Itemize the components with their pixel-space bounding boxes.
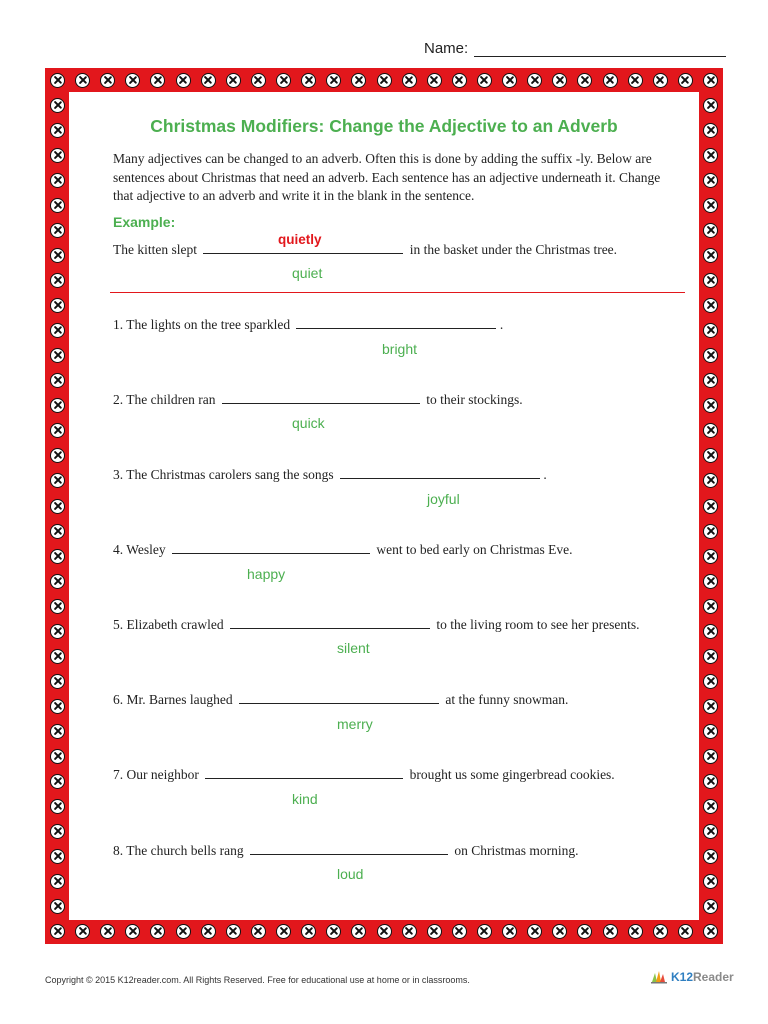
- question-text-after: on Christmas morning.: [454, 843, 579, 858]
- ornament-ball-icon: [50, 448, 65, 463]
- ornament-ball-icon: [50, 924, 65, 939]
- ornament-ball-icon: [703, 348, 718, 363]
- ornament-ball-icon: [678, 73, 693, 88]
- ornament-ball-icon: [100, 924, 115, 939]
- ornament-ball-icon: [703, 624, 718, 639]
- answer-blank[interactable]: [205, 767, 403, 779]
- ornament-ball-icon: [50, 73, 65, 88]
- ornament-ball-icon: [377, 73, 392, 88]
- ornament-ball-icon: [703, 248, 718, 263]
- ornament-ball-icon: [703, 298, 718, 313]
- divider-line: [110, 292, 685, 293]
- question-text: 5. Elizabeth crawled: [113, 617, 224, 632]
- ornament-ball-icon: [50, 649, 65, 664]
- ornament-ball-icon: [50, 799, 65, 814]
- ornament-ball-icon: [502, 924, 517, 939]
- ornament-ball-icon: [50, 749, 65, 764]
- ornament-ball-icon: [703, 98, 718, 113]
- ornament-ball-icon: [50, 173, 65, 188]
- ornament-ball-icon: [251, 73, 266, 88]
- ornament-ball-icon: [427, 73, 442, 88]
- ornament-ball-icon: [201, 73, 216, 88]
- logo-k12: K12: [671, 970, 694, 984]
- ornament-ball-icon: [603, 73, 618, 88]
- name-row: [424, 40, 726, 57]
- k12reader-logo[interactable]: [650, 970, 734, 984]
- ornament-ball-icon: [50, 549, 65, 564]
- ornament-ball-icon: [176, 73, 191, 88]
- ornament-ball-icon: [552, 924, 567, 939]
- ornament-ball-icon: [50, 599, 65, 614]
- ornament-ball-icon: [703, 599, 718, 614]
- name-label: Name:: [424, 40, 469, 57]
- question-text-after: to their stockings.: [426, 392, 523, 407]
- ornament-ball-icon: [351, 73, 366, 88]
- ornament-ball-icon: [703, 799, 718, 814]
- question-6: [113, 692, 568, 708]
- question-2: [113, 392, 523, 408]
- adjective-hint-2: quick: [292, 415, 325, 431]
- ornament-ball-icon: [50, 824, 65, 839]
- ornament-ball-icon: [50, 223, 65, 238]
- ornament-ball-icon: [628, 73, 643, 88]
- ornament-ball-icon: [703, 323, 718, 338]
- ornament-ball-icon: [377, 924, 392, 939]
- ornament-ball-icon: [50, 524, 65, 539]
- adjective-hint-1: bright: [382, 341, 418, 357]
- ornament-ball-icon: [251, 924, 266, 939]
- ornament-ball-icon: [703, 524, 718, 539]
- ornament-ball-icon: [703, 73, 718, 88]
- answer-blank[interactable]: [296, 317, 496, 329]
- ornament-ball-icon: [703, 699, 718, 714]
- ornament-ball-icon: [703, 373, 718, 388]
- ornament-ball-icon: [703, 724, 718, 739]
- answer-blank[interactable]: [239, 692, 439, 704]
- example-hint: quiet: [292, 265, 323, 281]
- ornament-ball-icon: [703, 473, 718, 488]
- adjective-hint-4: happy: [247, 566, 286, 582]
- question-text: 8. The church bells rang: [113, 843, 244, 858]
- ornament-ball-icon: [703, 223, 718, 238]
- question-text: 1. The lights on the tree sparkled: [113, 317, 291, 332]
- question-5: [113, 617, 640, 633]
- ornament-ball-icon: [477, 924, 492, 939]
- ornament-ball-icon: [703, 824, 718, 839]
- ornament-ball-icon: [125, 924, 140, 939]
- question-text-after: brought us some gingerbread cookies.: [409, 767, 615, 782]
- ornament-ball-icon: [577, 73, 592, 88]
- ornament-ball-icon: [603, 924, 618, 939]
- adjective-hint-3: joyful: [427, 491, 460, 507]
- question-text-after: .: [543, 467, 547, 482]
- answer-blank[interactable]: [340, 467, 540, 479]
- ornament-ball-icon: [226, 924, 241, 939]
- ornament-ball-icon: [50, 373, 65, 388]
- answer-blank[interactable]: [172, 542, 370, 554]
- example-label: Example:: [113, 214, 176, 230]
- ornament-ball-icon: [50, 724, 65, 739]
- ornament-ball-icon: [201, 924, 216, 939]
- ornament-ball-icon: [150, 73, 165, 88]
- instructions: Many adjectives can be changed to an adverb. Often this is done by adding the suffix -ly. Below are sentences about Christmas that need an adverb. Each sentence has an adjective underneath it. Change that adjective to an adverb and write it in the blank in the sentence.: [113, 151, 661, 203]
- ornament-ball-icon: [477, 73, 492, 88]
- question-text: 4. Wesley: [113, 542, 166, 557]
- example-after: in the basket under the Christmas tree.: [409, 242, 618, 257]
- ornament-ball-icon: [427, 924, 442, 939]
- ornament-ball-icon: [50, 849, 65, 864]
- ornament-ball-icon: [703, 774, 718, 789]
- ornament-ball-icon: [703, 198, 718, 213]
- answer-blank[interactable]: [250, 843, 448, 855]
- ornament-ball-icon: [703, 924, 718, 939]
- worksheet-title: Christmas Modifiers: Change the Adjective to an Adverb: [150, 116, 618, 136]
- ornament-ball-icon: [703, 849, 718, 864]
- ornament-ball-icon: [452, 73, 467, 88]
- ornament-ball-icon: [326, 924, 341, 939]
- question-text: 6. Mr. Barnes laughed: [113, 692, 233, 707]
- ornament-ball-icon: [703, 499, 718, 514]
- ornament-ball-icon: [703, 649, 718, 664]
- ornament-ball-icon: [502, 73, 517, 88]
- ornament-ball-icon: [653, 73, 668, 88]
- ornament-ball-icon: [50, 248, 65, 263]
- copyright-text: Copyright © 2015 K12reader.com. All Rights Reserved. Free for educational use at home or in classrooms.: [45, 975, 470, 985]
- question-text-after: to the living room to see her presents.: [436, 617, 640, 632]
- ornament-ball-icon: [552, 73, 567, 88]
- ornament-ball-icon: [50, 473, 65, 488]
- ornament-ball-icon: [50, 423, 65, 438]
- question-3: [113, 467, 547, 483]
- ornament-ball-icon: [50, 398, 65, 413]
- ornament-ball-icon: [703, 674, 718, 689]
- ornament-ball-icon: [176, 924, 191, 939]
- example-sentence: [113, 242, 617, 258]
- ornament-ball-icon: [402, 73, 417, 88]
- ornament-ball-icon: [326, 73, 341, 88]
- ornament-ball-icon: [50, 348, 65, 363]
- k12reader-logo-icon: [650, 970, 668, 984]
- ornament-ball-icon: [703, 899, 718, 914]
- ornament-ball-icon: [527, 73, 542, 88]
- question-8: [113, 843, 578, 859]
- ornament-ball-icon: [75, 924, 90, 939]
- ornament-ball-icon: [527, 924, 542, 939]
- ornament-ball-icon: [452, 924, 467, 939]
- adjective-hint-5: silent: [337, 640, 370, 656]
- question-text-after: went to bed early on Christmas Eve.: [376, 542, 573, 557]
- ornament-ball-icon: [50, 874, 65, 889]
- question-text-after: at the funny snowman.: [445, 692, 569, 707]
- question-4: [113, 542, 573, 558]
- ornament-ball-icon: [50, 574, 65, 589]
- ornament-ball-icon: [100, 73, 115, 88]
- ornament-ball-icon: [50, 148, 65, 163]
- adjective-hint-6: merry: [337, 716, 373, 732]
- ornament-ball-icon: [50, 298, 65, 313]
- ornament-ball-icon: [678, 924, 693, 939]
- ornament-ball-icon: [276, 924, 291, 939]
- ornament-ball-icon: [226, 73, 241, 88]
- example-before: The kitten slept: [113, 242, 197, 257]
- ornament-ball-icon: [50, 198, 65, 213]
- ornament-ball-icon: [301, 924, 316, 939]
- question-7: [113, 767, 615, 783]
- ornament-ball-icon: [703, 574, 718, 589]
- ornament-ball-icon: [50, 699, 65, 714]
- question-text: 7. Our neighbor: [113, 767, 199, 782]
- question-text-after: .: [499, 317, 504, 332]
- ornament-ball-icon: [703, 423, 718, 438]
- name-field[interactable]: [474, 40, 726, 57]
- ornament-ball-icon: [50, 273, 65, 288]
- ornament-ball-icon: [50, 774, 65, 789]
- ornament-ball-icon: [703, 148, 718, 163]
- ornament-ball-icon: [301, 73, 316, 88]
- question-1: [113, 317, 503, 333]
- answer-blank[interactable]: [222, 392, 420, 404]
- ornament-ball-icon: [351, 924, 366, 939]
- question-text: 3. The Christmas carolers sang the songs: [113, 467, 334, 482]
- example-answer: quietly: [278, 232, 322, 247]
- ornament-ball-icon: [653, 924, 668, 939]
- ornament-ball-icon: [50, 499, 65, 514]
- ornament-ball-icon: [703, 874, 718, 889]
- ornament-ball-icon: [50, 323, 65, 338]
- adjective-hint-7: kind: [292, 791, 318, 807]
- ornament-ball-icon: [703, 398, 718, 413]
- logo-reader: Reader: [693, 970, 734, 984]
- ornament-ball-icon: [703, 549, 718, 564]
- question-text: 2. The children ran: [113, 392, 216, 407]
- ornament-ball-icon: [125, 73, 140, 88]
- ornament-ball-icon: [50, 98, 65, 113]
- ornament-ball-icon: [703, 173, 718, 188]
- adjective-hint-8: loud: [337, 866, 364, 882]
- ornament-ball-icon: [276, 73, 291, 88]
- ornament-ball-icon: [577, 924, 592, 939]
- ornament-ball-icon: [150, 924, 165, 939]
- ornament-ball-icon: [703, 273, 718, 288]
- ornament-ball-icon: [50, 899, 65, 914]
- answer-blank[interactable]: [230, 617, 430, 629]
- ornament-ball-icon: [628, 924, 643, 939]
- ornament-ball-icon: [50, 674, 65, 689]
- ornament-ball-icon: [75, 73, 90, 88]
- ornament-ball-icon: [402, 924, 417, 939]
- ornament-ball-icon: [50, 624, 65, 639]
- ornament-ball-icon: [703, 448, 718, 463]
- ornament-ball-icon: [703, 749, 718, 764]
